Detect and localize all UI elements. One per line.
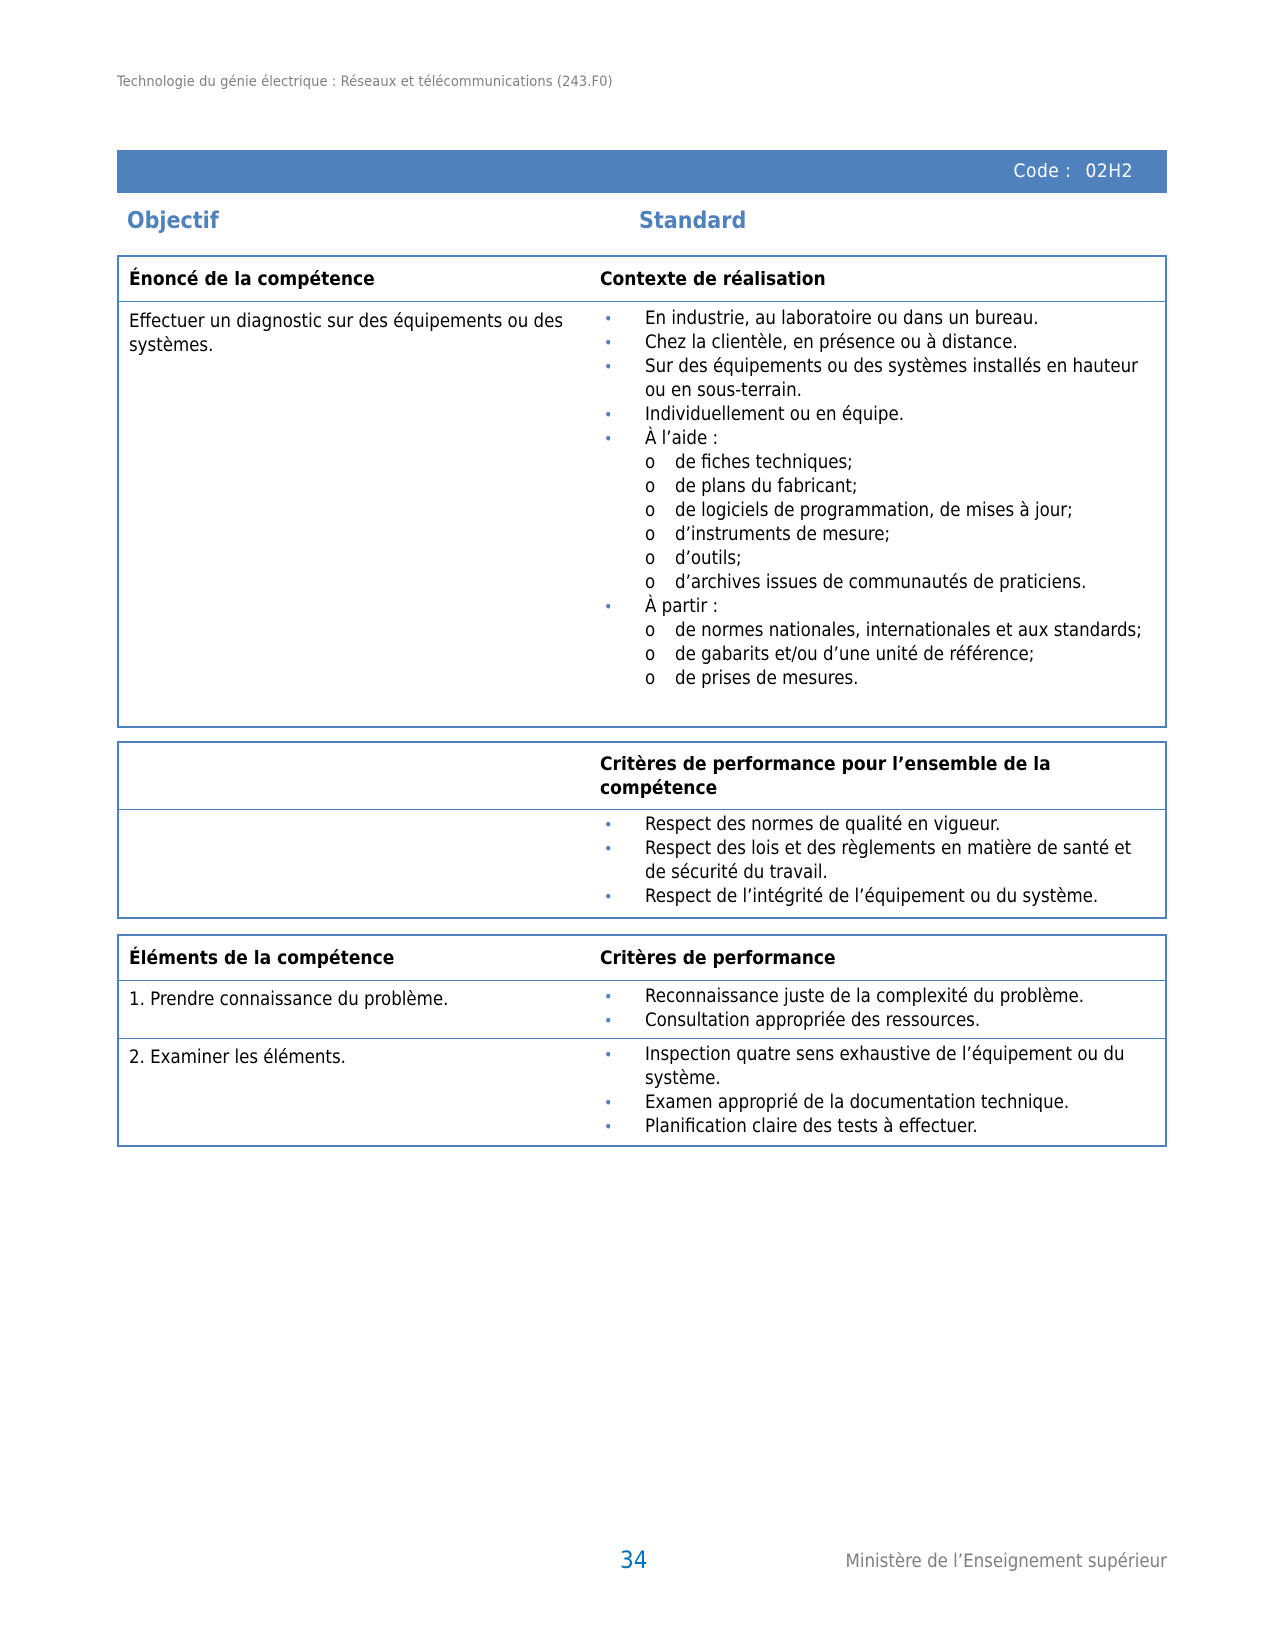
bullet-icon: • [604,1011,613,1030]
list-item: • En industrie, au laboratoire ou dans un bureau. [604,308,1039,329]
sub-list [645,451,1155,595]
list-item: • À l’aide : o de fiches techniques; o de plans du fabricant; o de logiciels de programmation, de mises à jour; o d’instruments de mesure; o d’outils; o d’archives issues de communautés de praticiens. [600,427,1155,595]
sub-list-item: o de logiciels de programmation, de mises à jour; [645,500,1073,521]
page-number: 34 [620,1546,648,1574]
objectif-title: Objectif [127,208,219,234]
sub-bullet-icon: o [645,476,656,497]
sub-list-item: o de gabarits et/ou d’une unité de référence; [645,644,1035,665]
overall-criteria-header: Critères de performance pour l’ensemble de la compétence [600,753,1051,799]
criteria-header: Critères de performance [600,947,836,969]
table-header-row [119,936,1165,980]
list-item: • Consultation appropriée des ressources. [604,1010,981,1031]
list-item: • Planification claire des tests à effectuer. [604,1116,978,1137]
code-label-group [1014,160,1133,182]
sub-list-item: o de prises de mesures. [645,668,859,689]
list-item: • Inspection quatre sens exhaustive de l’équipement ou du système. [604,1044,1125,1089]
list-item: • Respect de l’intégrité de l’équipement ou du système. [604,886,1099,907]
bullet-icon: • [604,887,613,906]
table-body-row [119,301,1165,726]
table-header-row [119,257,1165,301]
code-value: 02H2 [1085,160,1133,182]
sub-bullet-icon: o [645,668,656,689]
sub-list-item: o de fiches techniques; [645,452,853,473]
list-item: • Examen approprié de la documentation technique. [604,1092,1070,1113]
sub-bullet-icon: o [645,524,656,545]
contexte-header: Contexte de réalisation [600,268,826,290]
bullet-icon: • [604,839,613,858]
sub-list-item: o d’instruments de mesure; [645,524,891,545]
empty-cell [119,810,590,917]
bullet-icon: • [604,1093,613,1112]
table-row [119,980,1165,1038]
enonce-text: Effectuer un diagnostic sur des équipements ou des systèmes. [129,311,564,356]
sub-bullet-icon: o [645,644,656,665]
bullet-icon: • [604,309,613,328]
list-item: • Individuellement ou en équipe. [604,404,904,425]
standard-title: Standard [639,208,747,234]
contexte-list-cell [590,302,1165,726]
element-2: 2. Examiner les éléments. [129,1047,346,1068]
list-item: • Chez la clientèle, en présence ou à distance. [604,332,1018,353]
performance-overall-table [117,741,1167,919]
sub-bullet-icon: o [645,572,656,593]
bullet-icon: • [604,333,613,352]
sub-bullet-icon: o [645,452,656,473]
sub-list [645,619,1155,691]
elements-header: Éléments de la compétence [129,947,395,969]
list-item: • Respect des normes de qualité en vigueur. [604,814,1001,835]
bullet-icon: • [604,1117,613,1136]
list-item: • Sur des équipements ou des systèmes installés en hauteur ou en sous-terrain. [604,356,1139,401]
code-label: Code : [1013,160,1072,182]
bullet-icon: • [604,987,613,1006]
criteria-list [600,1043,1155,1139]
enonce-header: Énoncé de la compétence [129,268,375,290]
bullet-icon: • [604,357,613,376]
criteria-list [600,985,1155,1033]
code-bar [117,150,1167,193]
element-1: 1. Prendre connaissance du problème. [129,989,449,1010]
bullet-icon: • [604,1045,613,1064]
bullet-icon: • [604,405,613,424]
sub-list-item: o de plans du fabricant; [645,476,858,497]
sub-bullet-icon: o [645,620,656,641]
list-item: • À partir : o de normes nationales, internationales et aux standards; o de gabarits et/ou d’une unité de référence; o de prises de mesures. [600,595,1155,691]
table-body-row [119,809,1165,917]
table-header-row [119,743,1165,809]
footer-organization: Ministère de l’Enseignement supérieur [845,1551,1167,1572]
bullet-icon: • [604,429,613,448]
overall-criteria-list [600,813,1155,909]
criteria-cell-1 [590,981,1165,1038]
sub-bullet-icon: o [645,500,656,521]
competence-table [117,255,1167,728]
table-row [119,1038,1165,1145]
sub-list-item: o de normes nationales, internationales et aux standards; [645,620,1142,641]
criteria-cell-2 [590,1039,1165,1145]
running-header: Technologie du génie électrique : Réseaux et télécommunications (243.F0) [117,74,613,90]
elements-table [117,934,1167,1147]
bullet-icon: • [604,815,613,834]
empty-cell [119,743,590,809]
list-item: • Reconnaissance juste de la complexité du problème. [604,986,1085,1007]
contexte-list [600,307,1155,691]
sub-bullet-icon: o [645,548,656,569]
list-item: • Respect des lois et des règlements en matière de santé et de sécurité du travail. [604,838,1132,883]
sub-list-item: o d’outils; [645,548,742,569]
sub-list-item: o d’archives issues de communautés de praticiens. [645,572,1087,593]
overall-criteria-cell [590,810,1165,917]
bullet-icon: • [604,597,613,616]
